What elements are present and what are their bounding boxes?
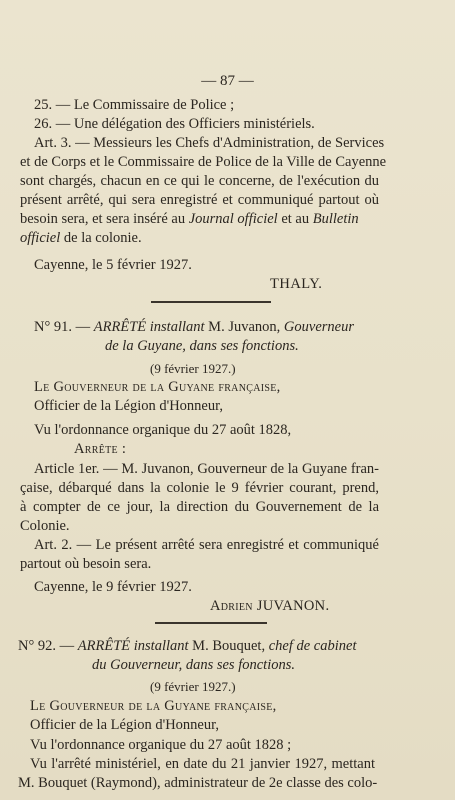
list-item-25: 25. — Le Commissaire de Police ; <box>34 97 235 113</box>
article-3-line-6 <box>20 229 142 247</box>
article-1-line-3: à compter de ce jour, la direction du Gouvernement de la <box>20 499 379 515</box>
article-2-line-2: partout où besoin sera. <box>20 556 152 572</box>
decree-92-title-line-2: du Gouverneur, dans ses fonctions. <box>92 657 295 673</box>
journal-officiel: Journal officiel <box>188 211 278 227</box>
date-1: Cayenne, le 5 février 1927. <box>34 257 192 273</box>
article-3-line-5 <box>20 210 379 228</box>
decree-92-date: (9 février 1927.) <box>150 679 236 694</box>
preamble-1: Le Gouverneur de la Guyane française, <box>30 698 277 714</box>
text: N° 91. — <box>34 319 91 335</box>
article-1-line-1: Article 1er. — M. Juvanon, Gouverneur de la Guyane fran- <box>34 461 379 477</box>
text: ARRÊTÉ installant <box>77 638 189 654</box>
text: ARRÊTÉ installant <box>93 319 205 335</box>
article-2-line-1: Art. 2. — Le présent arrêté sera enregistré et communiqué <box>34 537 379 553</box>
decree-91-date: (9 février 1927.) <box>150 361 236 376</box>
text: M. Bouquet, <box>192 638 266 654</box>
text: Gouverneur <box>283 319 354 335</box>
preamble-4-line-2: M. Bouquet (Raymond), administrateur de 2e classe des colo- <box>18 775 378 791</box>
article-3-line-3: sont chargés, chacun en ce qui le concerne, de l'exécution du <box>20 173 379 189</box>
page-number: — 87 — <box>201 73 254 89</box>
arrete-heading: Arrête : <box>74 441 127 457</box>
article-3-line-4: présent arrêté, qui sera enregistré et communiqué partout où <box>20 192 379 208</box>
preamble-4-line-1: Vu l'arrêté ministériel, en date du 21 janvier 1927, mettant <box>30 756 375 772</box>
text: chef de cabinet <box>268 638 357 654</box>
article-1-line-2: çaise, débarqué dans la colonie le 9 février courant, prend, <box>20 480 379 496</box>
text: M. Juvanon, <box>208 319 281 335</box>
decree-92-title <box>18 637 356 655</box>
text: besoin sera, et sera inséré au <box>20 211 186 227</box>
preamble-2: Officier de la Légion d'Honneur, <box>30 717 219 733</box>
date-2: Cayenne, le 9 février 1927. <box>34 579 192 595</box>
section-divider <box>155 622 267 624</box>
bulletin: Bulletin <box>312 211 359 227</box>
text: de la colonie. <box>63 230 142 246</box>
article-3-line-2: et de Corps et le Commissaire de Police de la Ville de Cayenne <box>20 154 387 170</box>
preamble-1: Le Gouverneur de la Guyane française, <box>34 379 281 395</box>
preamble-3: Vu l'ordonnance organique du 27 août 1828 ; <box>30 737 292 753</box>
decree-91-title <box>34 318 354 336</box>
text: N° 92. — <box>18 638 75 654</box>
text: et au <box>281 211 310 227</box>
article-3-line-1: Art. 3. — Messieurs les Chefs d'Administration, de Services <box>34 135 385 151</box>
list-item-26: 26. — Une délégation des Officiers ministériels. <box>34 116 315 132</box>
preamble-3: Vu l'ordonnance organique du 27 août 1828, <box>34 422 292 438</box>
decree-91-title-line-2: de la Guyane, dans ses fonctions. <box>105 338 299 354</box>
section-divider <box>151 301 271 303</box>
officiel: officiel <box>20 230 61 246</box>
article-1-line-4: Colonie. <box>20 518 70 534</box>
signature-juvanon: Adrien JUVANON. <box>210 598 330 614</box>
preamble-2: Officier de la Légion d'Honneur, <box>34 398 223 414</box>
signature-thaly: THALY. <box>270 276 323 292</box>
